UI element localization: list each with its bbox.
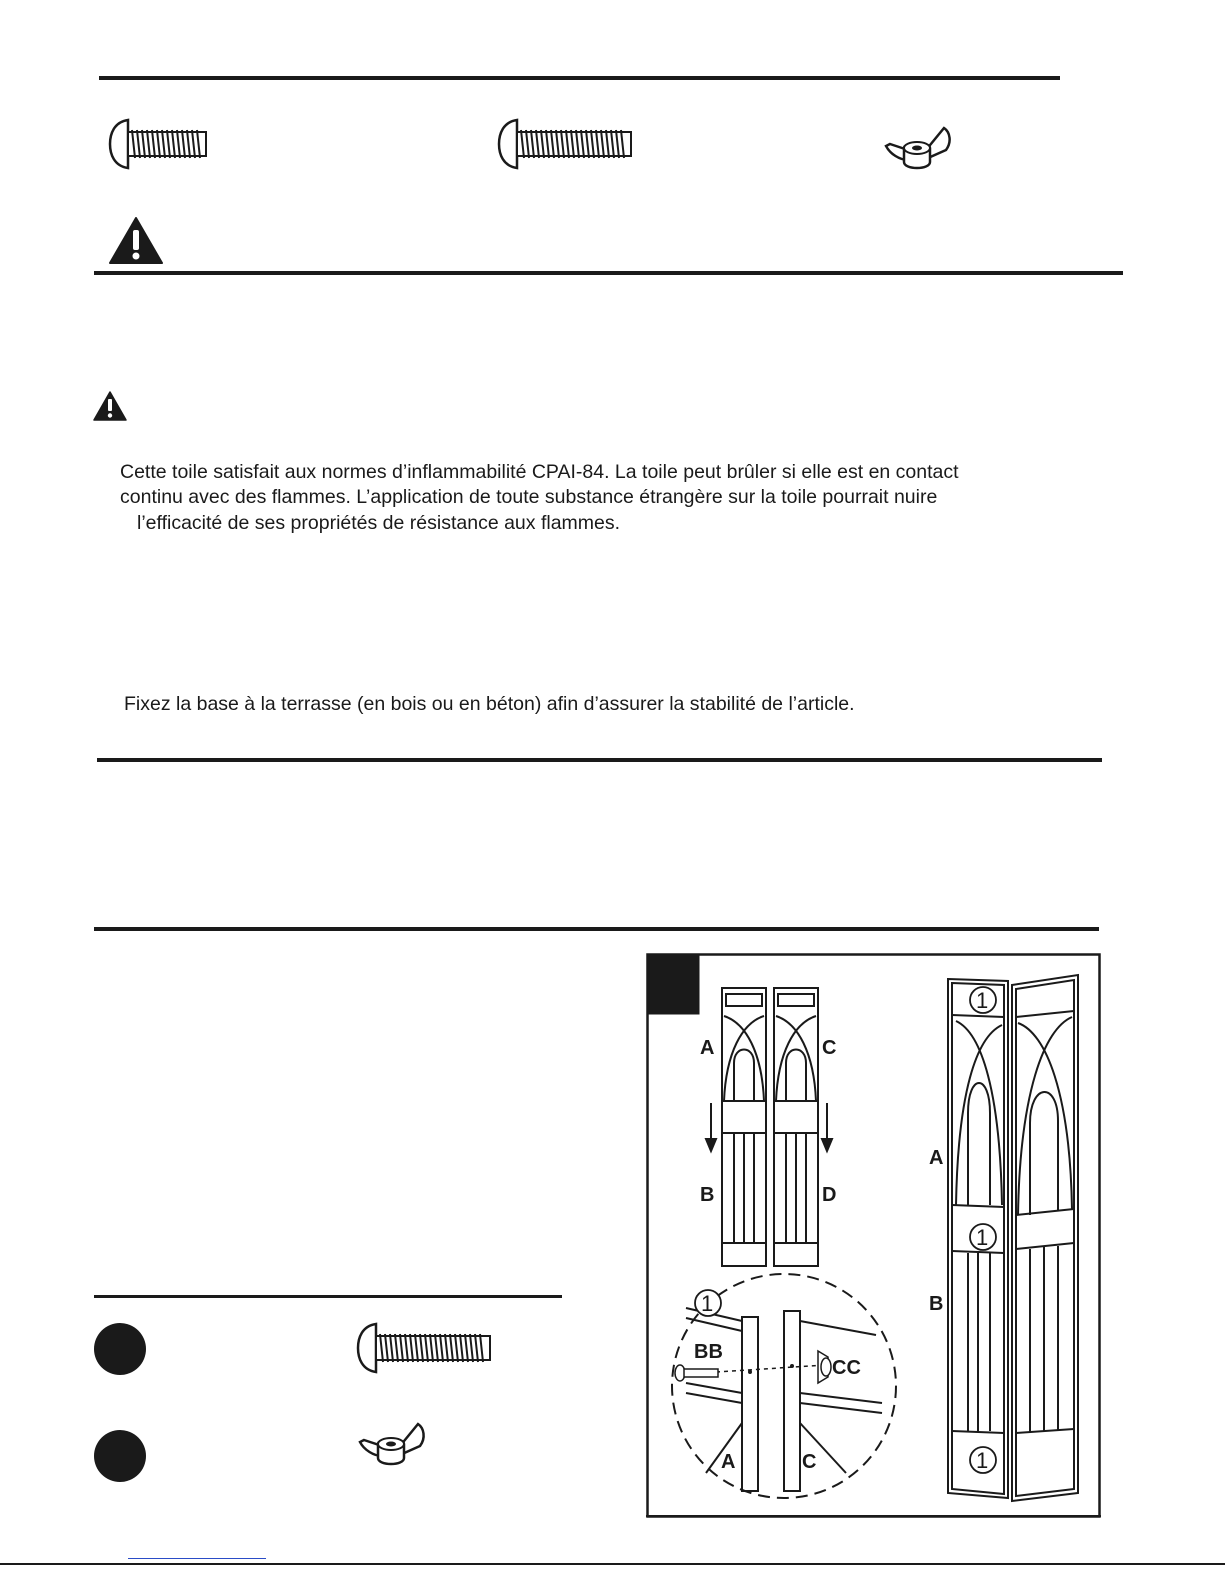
label-assembled-b: B [929, 1293, 944, 1315]
assembly-diagram [646, 953, 1101, 1518]
bolt-icon [108, 116, 210, 172]
top-rule [99, 76, 1060, 80]
step-number-box [648, 955, 700, 1015]
warning-triangle-icon [108, 216, 164, 266]
flammability-line-3: l’efficacité de ses propriétés de résistance aux flammes. [137, 512, 621, 534]
label-nut-cc: CC [832, 1357, 861, 1379]
wing-nut-icon [882, 124, 954, 174]
label-detail-a: A [721, 1451, 736, 1473]
label-bolt-bb: BB [694, 1341, 723, 1363]
hardware-bullet [94, 1430, 146, 1482]
bolt-icon [497, 116, 637, 172]
flammability-line-1: Cette toile satisfait aux normes d’inflammabilité CPAI-84. La toile peut brûler si elle est en contact [120, 461, 959, 483]
bottom-rule [646, 1515, 1101, 1517]
callout-number: 1 [976, 1225, 989, 1250]
label-assembled-a: A [929, 1147, 944, 1169]
label-panel-d: D [822, 1184, 837, 1206]
warning-rule [94, 271, 1123, 275]
footer-rule [0, 1563, 1225, 1565]
anchoring-text: Fixez la base à la terrasse (en bois ou en béton) afin d’assurer la stabilité de l’article. [124, 693, 855, 715]
label-panel-b: B [700, 1184, 715, 1206]
warning-triangle-icon [92, 390, 128, 422]
hardware-bullet [94, 1323, 146, 1375]
bolt-icon [356, 1320, 496, 1376]
wing-nut-icon [356, 1420, 428, 1470]
footer-link-underline [128, 1558, 266, 1559]
label-detail-c: C [802, 1451, 817, 1473]
label-panel-a: A [700, 1037, 715, 1059]
section-rule [94, 927, 1099, 931]
callout-number: 1 [976, 988, 989, 1013]
hardware-rule [94, 1295, 562, 1298]
section-rule [97, 758, 1102, 762]
flammability-line-2: continu avec des flammes. L’application de toute substance étrangère sur la toile pourrait nuire [120, 486, 938, 508]
callout-number: 1 [701, 1291, 714, 1316]
callout-number: 1 [976, 1448, 989, 1473]
label-panel-c: C [822, 1037, 837, 1059]
